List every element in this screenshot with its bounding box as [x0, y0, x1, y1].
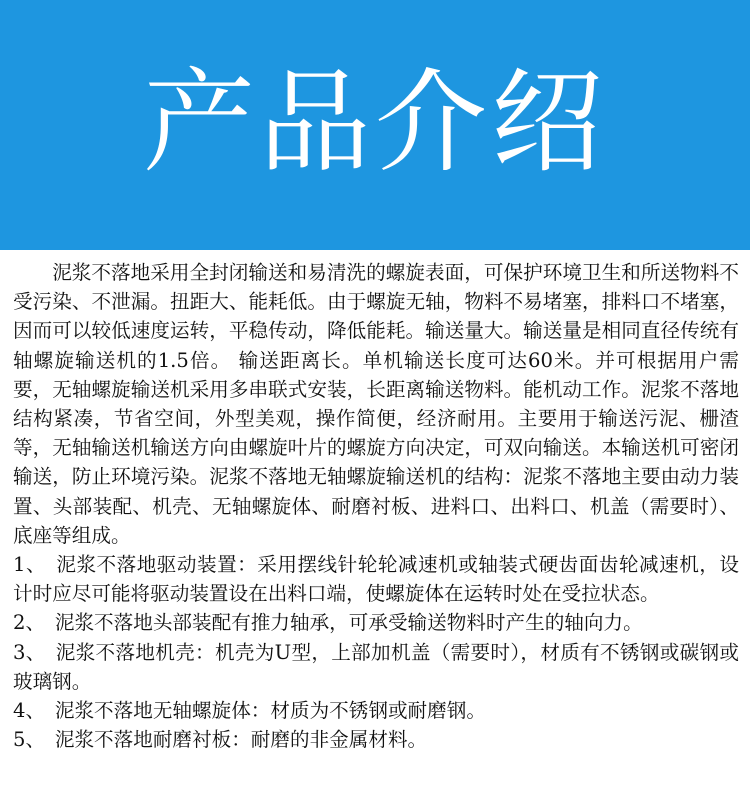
- list-item: 2、 泥浆不落地头部装配有推力轴承，可承受输送物料时产生的轴向力。: [13, 611, 643, 635]
- list-item: 3、 泥浆不落地机壳：机壳为U型，上部加机盖（需要时），材质有不锈钢或碳钢或玻璃钢。: [13, 640, 739, 693]
- list-item: 5、 泥浆不落地耐磨衬板：耐磨的非金属材料。: [13, 728, 428, 752]
- list-item: 4、 泥浆不落地无轴螺旋体：材质为不锈钢或耐磨钢。: [13, 699, 486, 723]
- list-item: 1、 泥浆不落地驱动装置：采用摆线针轮轮减速机或轴装式硬齿面齿轮减速机，设计时应尽可能将驱动装置设在出料口端，使螺旋体在运转时处在受拉状态。: [13, 553, 739, 606]
- title-banner: [0, 0, 750, 250]
- page-title: 产品介绍: [143, 58, 607, 188]
- intro-paragraph: 泥浆不落地采用全封闭输送和易清洗的螺旋表面，可保护环境卫生和所送物料不受污染、不泄漏。扭距大、能耗低。由于螺旋无轴，物料不易堵塞，排料口不堵塞，因而可以较低速度运转，平稳传动，降低能耗。输送量大。输送量是相同直径传统有轴螺旋输送机的1.5倍。 输送距离长。单机输送长度可达60米。并可根据用户需要，无轴螺旋输送机采用多串联式安装，长距离输送物料。能机动工作。泥浆不落地结构紧凑，节省空间，外型美观，操作简便，经济耐用。主要用于输送污泥、栅渣等，无轴输送机输送方向由螺旋叶片的螺旋方向决定，可双向输送。本输送机可密闭输送，防止环境污染。泥浆不落地无轴螺旋输送机的结构：泥浆不落地主要由动力装置、头部装配、机壳、无轴螺旋体、耐磨衬板、进料口、出料口、机盖（需要时）、底座等组成。: [13, 261, 739, 547]
- product-description: [13, 258, 739, 754]
